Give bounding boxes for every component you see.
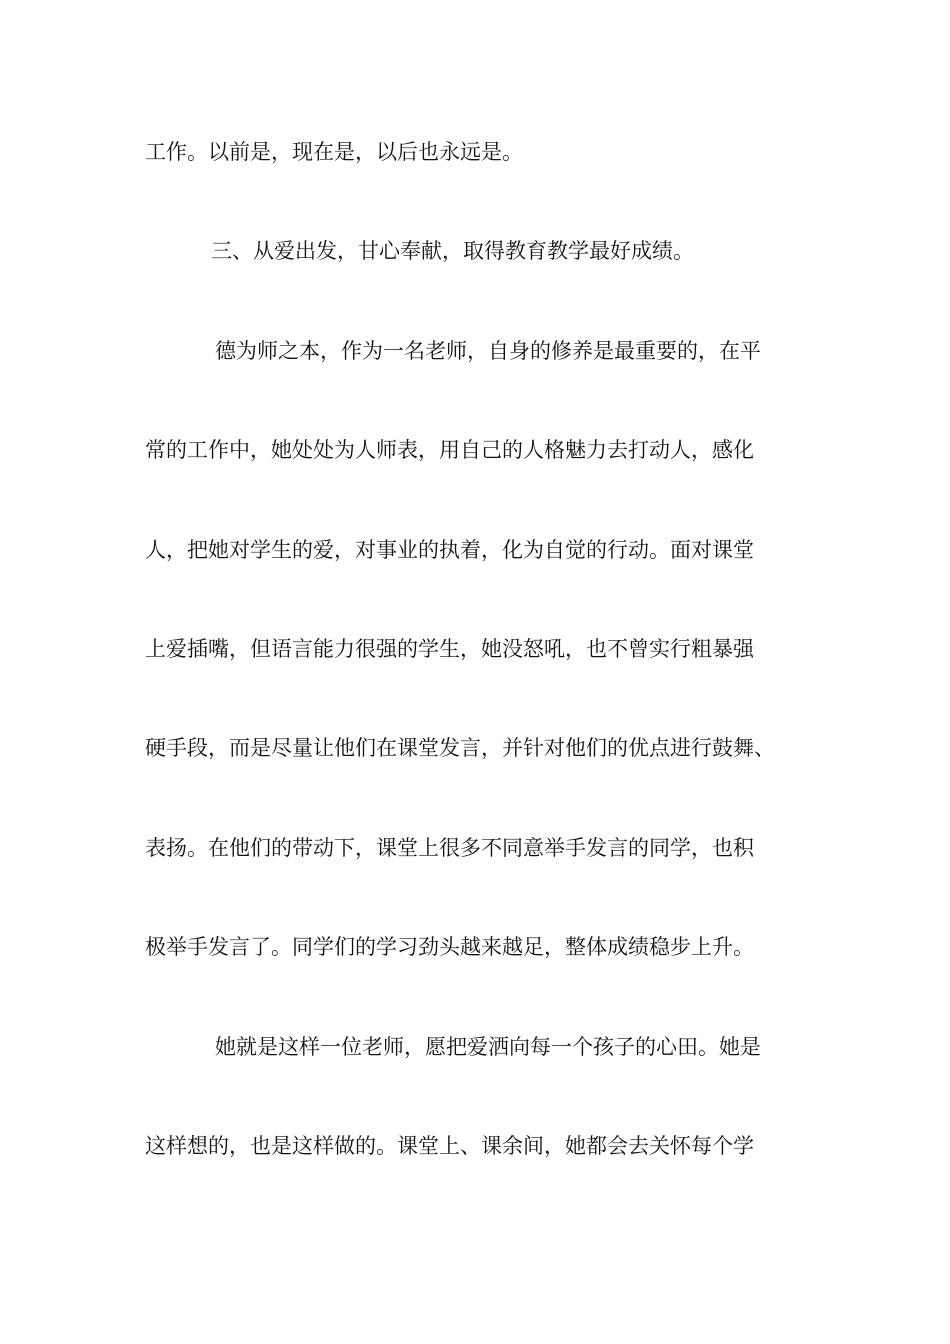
section-heading: 三、从爱出发，甘心奉献，取得教育教学最好成绩。 xyxy=(211,239,694,263)
paragraph-line: 德为师之本，作为一名老师，自身的修养是最重要的，在平 xyxy=(215,339,761,363)
paragraph-line: 工作。以前是，现在是，以后也永远是。 xyxy=(145,140,523,164)
paragraph-line: 常的工作中，她处处为人师表，用自己的人格魅力去打动人，感化 xyxy=(145,438,754,462)
paragraph-line: 上爱插嘴，但语言能力很强的学生，她没怒吼，也不曾实行粗暴强 xyxy=(145,637,754,661)
paragraph-line: 极举手发言了。同学们的学习劲头越来越足，整体成绩稳步上升。 xyxy=(145,935,754,959)
paragraph-line: 她就是这样一位老师，愿把爱洒向每一个孩子的心田。她是 xyxy=(215,1035,761,1059)
paragraph-line: 人，把她对学生的爱，对事业的执着，化为自觉的行动。面对课堂 xyxy=(145,538,754,562)
paragraph-line: 硬手段，而是尽量让他们在课堂发言，并针对他们的优点进行鼓舞、 xyxy=(145,736,775,760)
paragraph-line: 表扬。在他们的带动下，课堂上很多不同意举手发言的同学，也积 xyxy=(145,836,754,860)
paragraph-line: 这样想的，也是这样做的。课堂上、课余间，她都会去关怀每个学 xyxy=(145,1134,754,1158)
